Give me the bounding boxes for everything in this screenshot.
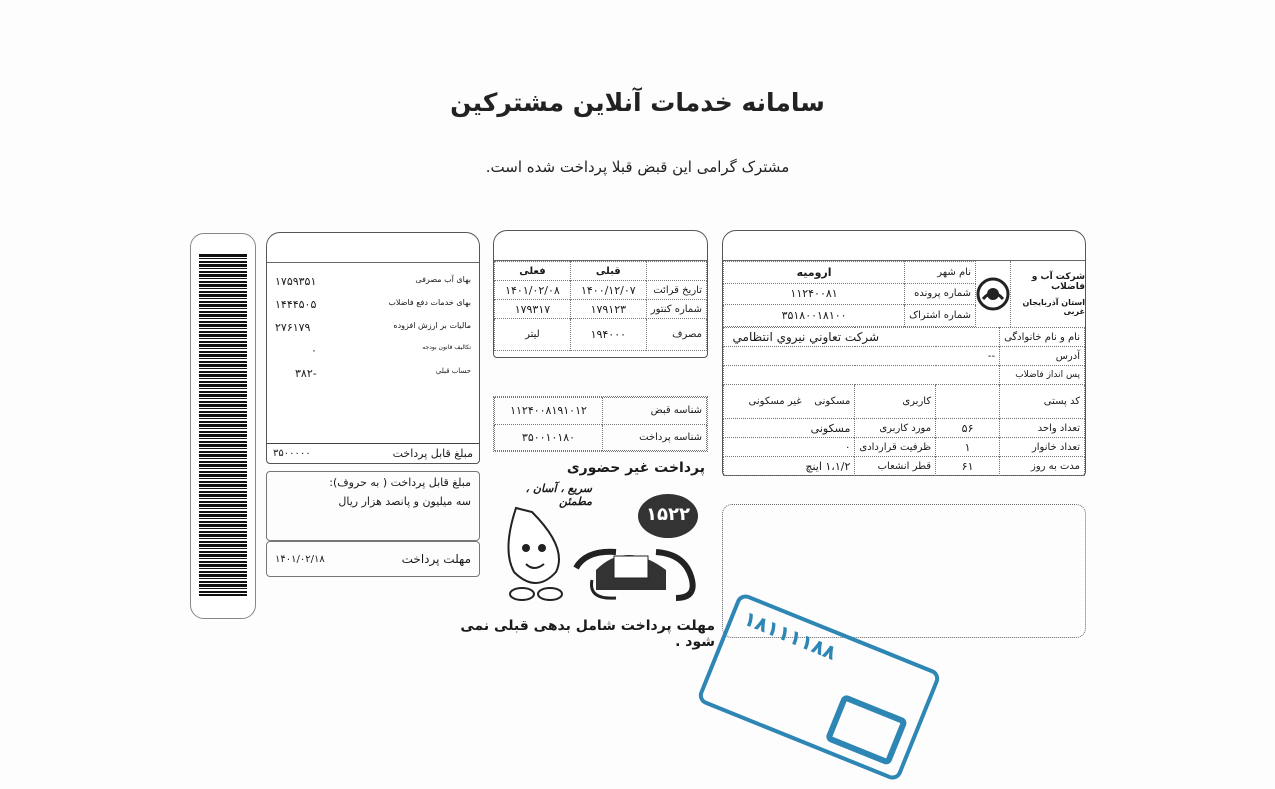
paid-message: مشترک گرامی این قبض قبلا پرداخت شده است. <box>485 158 790 176</box>
company-name: شرکت آب و فاضلاب <box>1031 272 1085 292</box>
stamp-logo-icon <box>825 694 909 767</box>
charge-row: بهای آب مصرفی ۱۷۵۹۳۵۱ <box>275 275 471 288</box>
usage-type-value: مسکونی <box>724 419 855 438</box>
company-region: استان آذربایجان غربی <box>1022 298 1085 316</box>
curr-label: فعلی <box>495 262 571 281</box>
days-value: ۶۱ <box>936 457 1000 476</box>
deadline-box <box>266 541 480 577</box>
capacity-label: ظرفیت قراردادی <box>855 438 936 457</box>
bill-id-value: ۱۱۲۴۰۰۸۱۹۱۰۱۲ <box>495 398 603 425</box>
household-value: ۱ <box>936 438 1000 457</box>
promo-title: پرداخت غیر حضوری <box>566 460 705 476</box>
diameter-label: قطر انشعاب <box>855 457 936 476</box>
promo-illustration <box>496 490 708 608</box>
water-company-logo-icon <box>976 277 1010 311</box>
name-value: شرکت تعاوني نيروي انتظامي <box>724 328 1000 347</box>
total-value: ۳۵۰۰۰۰۰ <box>273 448 311 459</box>
city-value: ارومیه <box>724 262 905 284</box>
address-value: -- <box>724 347 1000 366</box>
payment-id-value: ۳۵۰۰۱۰۱۸۰ <box>495 424 603 451</box>
file-value: ۱۱۲۴۰۰۸۱ <box>724 283 905 305</box>
subscription-label: شماره اشتراک <box>905 305 976 327</box>
deadline-value: ۱۴۰۱/۰۲/۱۸ <box>275 553 325 565</box>
charge-row: بهای خدمات دفع فاضلاب ۱۴۴۴۵۰۵ <box>275 298 471 311</box>
total-label: مبلغ قابل پرداخت <box>392 447 473 460</box>
company-logo-block <box>1010 261 1085 327</box>
city-label: نام شهر <box>905 262 976 284</box>
promo-number: ۱۵۲۲ <box>646 504 690 525</box>
meter-label: شماره کنتور <box>646 300 706 319</box>
amount-words-box <box>266 471 480 541</box>
usage-label: کاربری <box>855 385 936 419</box>
amount-words-value: سه میلیون و پانصد هزار ریال <box>338 495 471 508</box>
consumption-value: ۱۹۴۰۰۰ <box>570 319 646 351</box>
consumption-unit: لیتر <box>495 319 571 351</box>
days-label: مدت به روز <box>1000 457 1085 476</box>
charges-panel-header <box>267 233 479 263</box>
reading-panel-header <box>494 231 707 261</box>
amount-words-label: مبلغ قابل پرداخت ( به حروف): <box>329 476 471 489</box>
charge-row: تکالیف قانون بودجه ۰ <box>311 344 471 357</box>
consumption-label: مصرف <box>646 319 706 351</box>
ids-box <box>493 396 708 452</box>
file-label: شماره پرونده <box>905 283 976 305</box>
bill-id-label: شناسه قبض <box>603 398 707 425</box>
stamp-number: ۱۸۱۱۱۱۸۸ <box>740 605 840 665</box>
curr-meter: ۱۷۹۳۱۷ <box>495 300 571 319</box>
customer-panel <box>722 230 1086 476</box>
date-label: تاریخ قرائت <box>646 281 706 300</box>
footer-note: مهلت پرداخت شامل بدهی قبلی نمی شود . <box>460 618 715 650</box>
household-label: تعداد خانوار <box>1000 438 1085 457</box>
units-value: ۵۶ <box>936 419 1000 438</box>
capacity-value: ۰ <box>724 438 855 457</box>
name-label: نام و نام خانوادگی <box>1000 328 1085 347</box>
units-label: تعداد واحد <box>1000 419 1085 438</box>
usage-value-nonresidential: غیر مسکونی <box>748 396 802 407</box>
prev-label: قبلی <box>570 262 646 281</box>
postal-label: کد پستی <box>1000 385 1085 419</box>
promo-tagline: سریع ، آسان ، مطمئن <box>525 482 592 508</box>
diameter-value: ۱،۱/۲ اینچ <box>724 457 855 476</box>
curr-date: ۱۴۰۱/۰۲/۰۸ <box>495 281 571 300</box>
prev-date: ۱۴۰۰/۱۲/۰۷ <box>570 281 646 300</box>
sewage-label: پس انداز فاضلاب <box>1000 366 1085 385</box>
address-label: آدرس <box>1000 347 1085 366</box>
payment-id-label: شناسه پرداخت <box>603 424 707 451</box>
usage-type-label: مورد کاربری <box>855 419 936 438</box>
usage-value-residential: مسکونی <box>814 396 851 407</box>
prev-meter: ۱۷۹۱۲۳ <box>570 300 646 319</box>
charge-row: مالیات بر ارزش افزوده ۲۷۶۱۷۹ <box>275 321 471 334</box>
page-title: سامانه خدمات آنلاین مشترکین <box>450 88 825 117</box>
customer-panel-header <box>723 231 1085 261</box>
barcode <box>190 233 256 619</box>
deadline-label: مهلت پرداخت <box>401 552 471 566</box>
subscription-value: ۳۵۱۸۰۰۱۸۱۰۰ <box>724 305 905 327</box>
charge-row: حساب قبلی ۳۸۲- <box>295 367 471 380</box>
reading-panel <box>493 230 708 358</box>
charges-panel <box>266 232 480 464</box>
total-row <box>267 443 479 463</box>
